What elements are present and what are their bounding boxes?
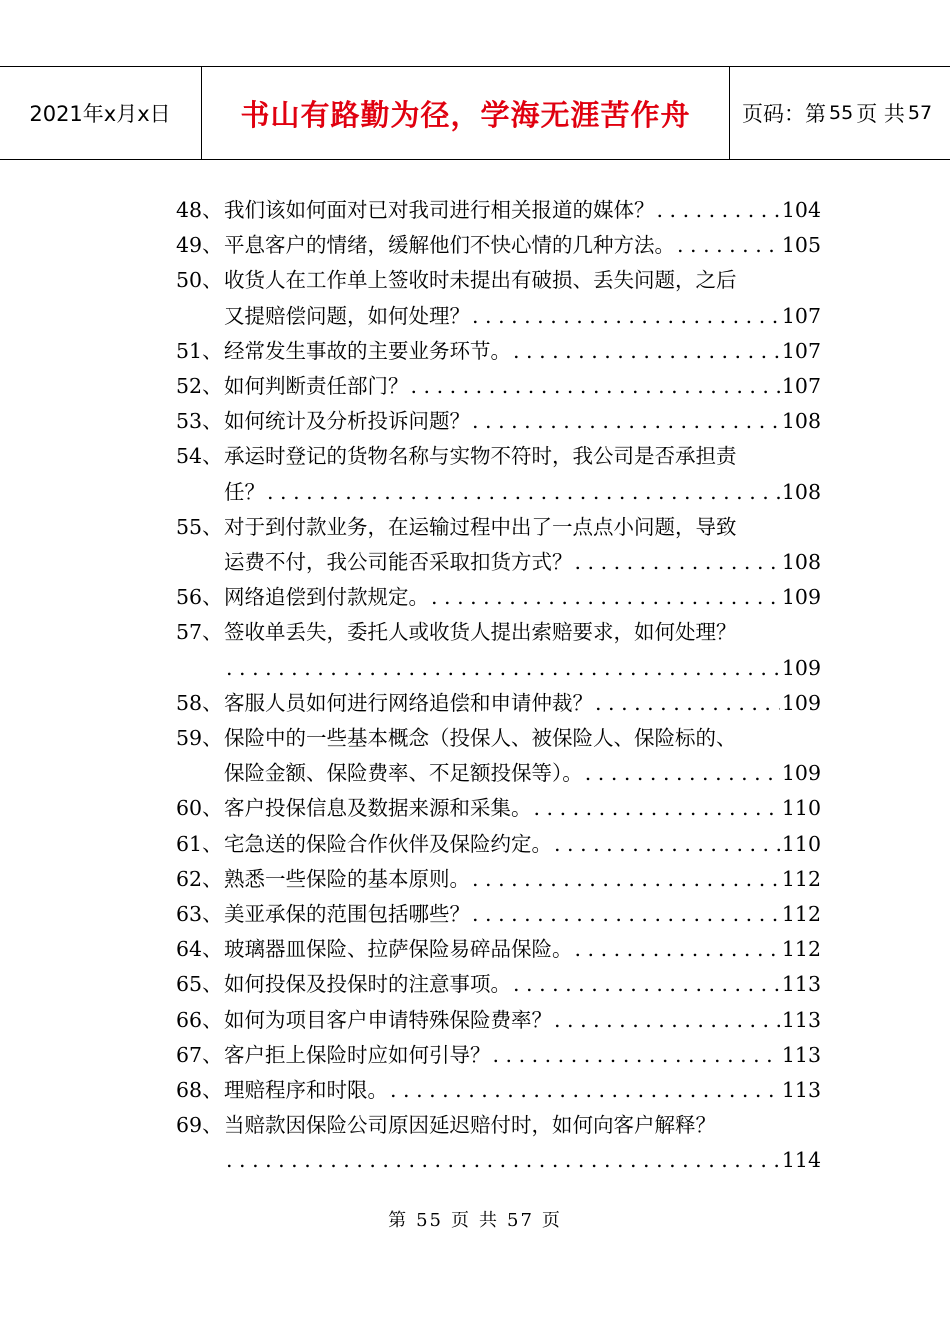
toc-entry-title: 玻璃器皿保险、拉萨保险易碎品保险。 [224, 937, 573, 962]
toc-entry[interactable] [176, 439, 821, 509]
toc-entry-number: 54、 [176, 444, 223, 469]
header-date: 2021年x月x日 [29, 102, 171, 126]
toc-entry[interactable] [176, 580, 821, 615]
page-footer [0, 1206, 950, 1232]
toc-leader-dots [493, 1038, 780, 1073]
footer-total: 57 [507, 1210, 534, 1231]
toc-leader-dots [472, 299, 780, 334]
toc-entry-number: 57、 [176, 620, 223, 645]
page-code-current: 55 [829, 102, 854, 124]
toc-entry-title: 如何统计及分析投诉问题？ [224, 409, 470, 434]
toc-entry-title: 客户投保信息及数据来源和采集。 [224, 796, 532, 821]
toc-entry[interactable] [176, 686, 821, 721]
toc-entry-page: 109 [781, 585, 821, 610]
toc-leader-dots [534, 791, 780, 826]
toc-entry-title: 承运时登记的货物名称与实物不符时，我公司是否承担责 [224, 444, 737, 469]
footer-ye-2: 页 [541, 1210, 562, 1231]
toc-entry-title: 宅急送的保险合作伙伴及保险约定。 [224, 831, 552, 856]
toc-entry[interactable] [176, 1003, 821, 1038]
toc-entry[interactable] [176, 932, 821, 967]
toc-entry[interactable] [176, 228, 821, 263]
toc-entry-title-continued: 又提赔偿问题，如何处理？ [224, 303, 470, 328]
toc-entry-number: 50、 [176, 268, 223, 293]
toc-entry-number: 59、 [176, 726, 223, 751]
toc-entry-number: 62、 [176, 866, 223, 891]
toc-leader-dots [226, 1143, 780, 1178]
toc-entry-title: 如何判断责任部门？ [224, 374, 409, 399]
footer-current: 55 [416, 1210, 443, 1231]
toc-entry-page: 114 [781, 1148, 821, 1173]
toc-entry-page: 108 [781, 409, 821, 434]
toc-entry[interactable] [176, 369, 821, 404]
toc-entry[interactable] [176, 334, 821, 369]
toc-entry-number: 51、 [176, 338, 223, 363]
toc-leader-dots [677, 228, 780, 263]
toc-leader-dots [431, 580, 780, 615]
toc-entry[interactable] [176, 615, 821, 685]
toc-entry-page: 112 [781, 937, 821, 962]
toc-leader-dots [472, 404, 780, 439]
toc-entry-number: 69、 [176, 1113, 223, 1138]
toc-entry-title: 理赔程序和时限。 [224, 1078, 388, 1103]
footer-gong: 共 [479, 1210, 499, 1231]
header-motto-cell [201, 67, 730, 159]
toc-entry-title-continued: 保险金额、保险费率、不足额投保等）。 [224, 761, 583, 786]
toc-entry-number: 66、 [176, 1007, 223, 1032]
toc-entry-page: 109 [781, 690, 821, 715]
toc-entry-page: 113 [781, 1042, 821, 1067]
toc-entry[interactable] [176, 193, 821, 228]
toc-entry-number: 48、 [176, 198, 223, 222]
toc-entry-title: 美亚承保的范围包括哪些？ [224, 902, 470, 927]
toc-leader-dots [657, 193, 780, 228]
toc-entry-title: 当赔款因保险公司原因延迟赔付时，如何向客户解释？ [224, 1113, 716, 1138]
toc-leader-dots [472, 897, 780, 932]
page-header [0, 66, 950, 160]
toc-entry[interactable] [176, 897, 821, 932]
toc-entry-page: 113 [781, 1007, 821, 1032]
toc-entry-page: 109 [781, 655, 821, 680]
toc-entry-number: 55、 [176, 514, 223, 539]
toc-leader-dots [575, 932, 780, 967]
page-code-mid: 页 共 [856, 102, 905, 126]
toc-entry-title: 签收单丢失，委托人或收货人提出索赔要求，如何处理？ [224, 620, 737, 645]
toc-entry-number: 65、 [176, 972, 223, 997]
toc-leader-dots [513, 967, 780, 1002]
toc-entry[interactable] [176, 404, 821, 439]
toc-entry-number: 64、 [176, 937, 223, 962]
toc-entry-page: 110 [781, 831, 821, 856]
toc-entry-page: 109 [781, 761, 821, 786]
toc-entry-page: 108 [781, 550, 821, 575]
toc-entry[interactable] [176, 510, 821, 580]
toc-entry-number: 58、 [176, 690, 223, 715]
toc-entry-title: 如何投保及投保时的注意事项。 [224, 972, 511, 997]
toc-entry[interactable] [176, 721, 821, 791]
toc-entry-title: 收货人在工作单上签收时未提出有破损、丢失问题，之后 [224, 268, 737, 293]
toc-entry-page: 104 [781, 198, 821, 222]
toc-leader-dots [585, 756, 780, 791]
page-code-total: 57 [907, 102, 933, 124]
toc-entry-title: 经常发生事故的主要业务环节。 [224, 338, 511, 363]
toc-entry-number: 61、 [176, 831, 223, 856]
toc-entry-number: 63、 [176, 902, 223, 927]
toc-leader-dots [390, 1073, 780, 1108]
toc-entry[interactable] [176, 263, 821, 333]
toc-entry-title: 如何为项目客户申请特殊保险费率？ [224, 1007, 552, 1032]
toc-entry-title-continued: 运费不付，我公司能否采取扣货方式？ [224, 550, 573, 575]
toc-entry-title: 客服人员如何进行网络追偿和申请仲裁？ [224, 690, 593, 715]
toc-entry-page: 113 [781, 1078, 821, 1103]
toc-entry[interactable] [176, 1038, 821, 1073]
toc-entry-page: 112 [781, 902, 821, 927]
toc-entry-number: 53、 [176, 409, 223, 434]
toc-entry-page: 112 [781, 866, 821, 891]
toc-entry-number: 52、 [176, 374, 223, 399]
toc-entry-page: 107 [781, 374, 821, 399]
table-of-contents [176, 193, 821, 1179]
header-page-code [742, 67, 950, 159]
toc-entry-page: 110 [781, 796, 821, 821]
toc-entry-title: 网络追偿到付款规定。 [224, 585, 429, 610]
toc-entry-title: 对于到付款业务，在运输过程中出了一点点小问题，导致 [224, 514, 737, 539]
toc-entry-number: 60、 [176, 796, 223, 821]
toc-entry-page: 105 [781, 233, 821, 258]
toc-entry-title: 平息客户的情绪，缓解他们不快心情的几种方法。 [224, 233, 675, 258]
toc-leader-dots [595, 686, 780, 721]
toc-leader-dots [554, 1003, 780, 1038]
toc-entry-title: 熟悉一些保险的基本原则。 [224, 866, 470, 891]
toc-entry[interactable] [176, 1108, 821, 1178]
page-code-prefix: 页码：第 [742, 102, 826, 126]
toc-leader-dots [226, 651, 780, 686]
toc-entry[interactable] [176, 1073, 821, 1108]
toc-leader-dots [411, 369, 780, 404]
toc-entry[interactable] [176, 862, 821, 897]
toc-entry-title-continued: 任？ [224, 479, 265, 504]
toc-entry[interactable] [176, 791, 821, 826]
toc-entry-number: 56、 [176, 585, 223, 610]
footer-ye: 页 [451, 1210, 471, 1231]
toc-leader-dots [267, 475, 780, 510]
toc-entry-title: 保险中的一些基本概念（投保人、被保险人、保险标的、 [224, 726, 737, 751]
toc-leader-dots [513, 334, 780, 369]
toc-entry-number: 68、 [176, 1078, 223, 1103]
toc-entry-page: 107 [781, 338, 821, 363]
toc-leader-dots [472, 862, 780, 897]
toc-entry-number: 67、 [176, 1042, 223, 1067]
toc-entry-page: 113 [781, 972, 821, 997]
toc-entry-number: 49、 [176, 233, 223, 258]
toc-entry-title: 我们该如何面对已对我司进行相关报道的媒体？ [224, 198, 655, 222]
toc-leader-dots [575, 545, 780, 580]
toc-entry[interactable] [176, 967, 821, 1002]
toc-entry-title: 客户拒上保险时应如何引导？ [224, 1042, 491, 1067]
footer-di: 第 [388, 1210, 409, 1231]
toc-leader-dots [554, 827, 780, 862]
toc-entry-page: 108 [781, 479, 821, 504]
toc-entry[interactable] [176, 827, 821, 862]
toc-entry-page: 107 [781, 303, 821, 328]
header-motto: 书山有路勤为径，学海无涯苦作舟 [240, 97, 691, 132]
